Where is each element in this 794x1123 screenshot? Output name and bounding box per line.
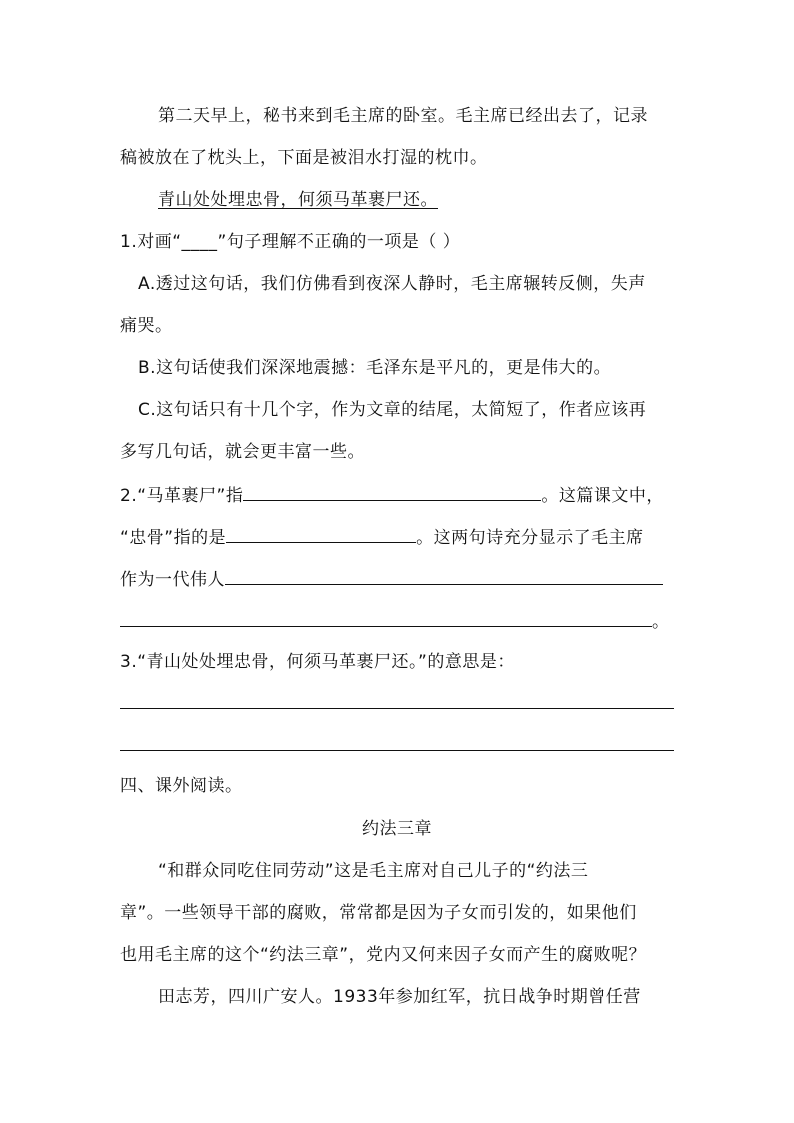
answer-blank-1[interactable] xyxy=(243,482,541,501)
question-2-text-c: “忠骨”指的是 xyxy=(120,528,227,548)
question-2-line-1 xyxy=(120,482,674,508)
passage-line-2: 稿被放在了枕头上，下面是被泪水打湿的枕巾。 xyxy=(120,148,488,168)
answer-blank-4[interactable] xyxy=(120,608,652,627)
answer-blank-3[interactable] xyxy=(225,566,663,585)
article-title: 约法三章 xyxy=(362,819,432,839)
question-3-stem: 3.“青山处处埋忠骨，何须马革裹尸还。”的意思是： xyxy=(120,652,515,672)
answer-blank-2[interactable] xyxy=(226,524,416,543)
question-2-text-e: 作为一代伟人 xyxy=(120,570,225,590)
section-4-heading: 四、课外阅读。 xyxy=(120,776,243,796)
article-paragraph-1-line-2: 章”。一些领导干部的腐败，常常都是因为子女而引发的，如果他们 xyxy=(120,903,637,923)
option-b: B.这句话使我们深深地震撼：毛泽东是平凡的，更是伟大的。 xyxy=(138,358,612,378)
option-c-line-2: 多写几句话，就会更丰富一些。 xyxy=(120,442,365,462)
question-1-stem: 1.对画“____”句子理解不正确的一项是（ ） xyxy=(120,232,461,252)
answer-line-1[interactable] xyxy=(120,708,674,709)
question-2-line-4 xyxy=(120,608,674,634)
option-c-line-1: C.这句话只有十几个字，作为文章的结尾，太简短了，作者应该再 xyxy=(138,400,647,420)
question-2-end-mark: 。 xyxy=(652,612,670,632)
article-paragraph-1-line-3: 也用毛主席的这个“约法三章”，党内又何来因子女而产生的腐败呢？ xyxy=(120,945,647,965)
poem-underlined-text: 青山处处埋忠骨，何须马革裹尸还。 xyxy=(158,190,438,210)
option-a-line-1: A.透过这句话，我们仿佛看到夜深人静时，毛主席辗转反侧，失声 xyxy=(138,274,646,294)
answer-line-2[interactable] xyxy=(120,750,674,751)
question-2-line-3 xyxy=(120,566,674,592)
article-paragraph-1-line-1: “和群众同吃住同劳动”这是毛主席对自己儿子的“约法三 xyxy=(158,861,589,881)
question-2-text-d: 。这两句诗充分显示了毛主席 xyxy=(416,528,644,548)
poem-line xyxy=(158,188,674,212)
option-a-line-2: 痛哭。 xyxy=(120,316,173,336)
passage-line-1: 第二天早上，秘书来到毛主席的卧室。毛主席已经出去了，记录 xyxy=(158,106,648,126)
question-2-text-a: 2.“马革裹尸”指 xyxy=(120,486,244,506)
article-paragraph-2-line-1: 田志芳，四川广安人。1933年参加红军，抗日战争时期曾任营 xyxy=(158,987,641,1007)
question-2-line-2 xyxy=(120,524,674,550)
question-2-text-b: 。这篇课文中， xyxy=(541,486,664,506)
